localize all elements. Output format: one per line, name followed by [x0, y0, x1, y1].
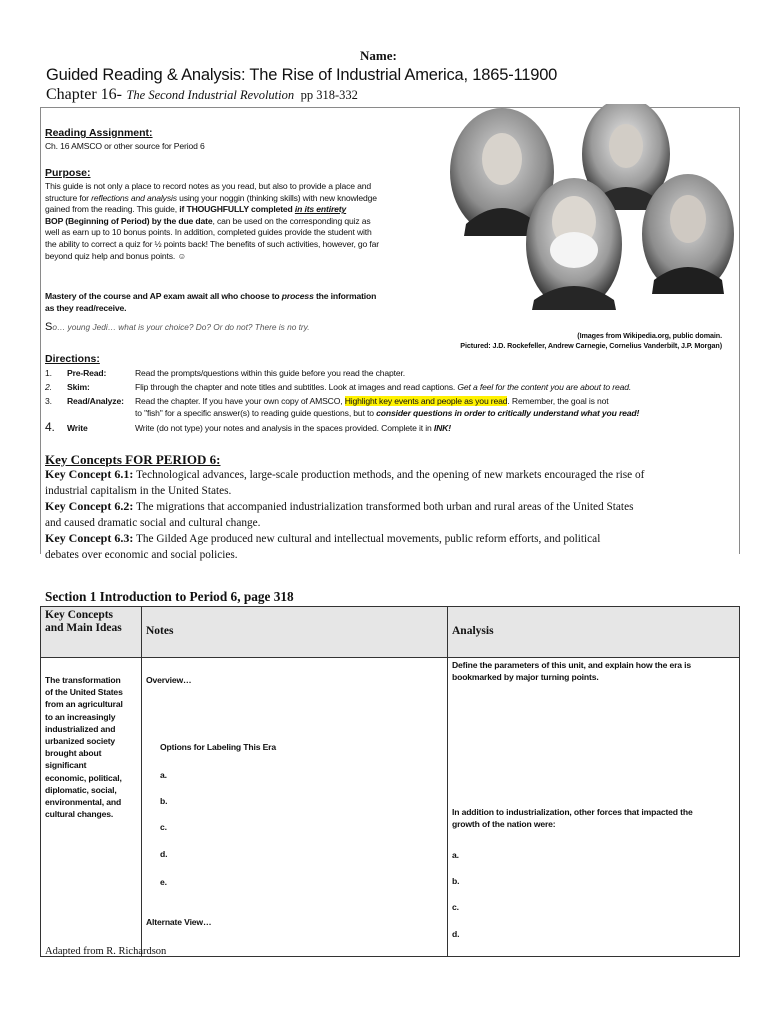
section-title: Section 1 Introduction to Period 6, page 318	[45, 589, 294, 604]
overview-label: Overview…	[146, 675, 192, 685]
table-header-row	[41, 607, 740, 658]
direction-item: 3. Read/Analyze: Read the chapter. If you have your own copy of AMSCO, Highlight key events and people as you read. Remember, the goal is not	[45, 396, 609, 406]
key-concept-6-1: Key Concept 6.1: Technological advances, large-scale production methods, and the opening of new markets encouraged the rise of	[45, 467, 645, 481]
options-label: Options for Labeling This Era	[160, 742, 276, 752]
jedi-quote: So… young Jedi… what is your choice? Do? Or do not? There is no try.	[45, 321, 310, 333]
analysis-b: b.	[452, 876, 460, 886]
option-b: b.	[160, 796, 168, 806]
tycoons-photo-collage	[448, 104, 736, 326]
name-label: Name:	[360, 48, 397, 63]
key-concepts-heading: Key Concepts FOR PERIOD 6:	[45, 452, 221, 467]
option-d: d.	[160, 849, 168, 859]
photo-caption: (Images from Wikipedia.org, public domain. Pictured: J.D. Rockefeller, Andrew Carnegie, Cornelius Vanderbilt, J.P. Morgan)	[460, 331, 722, 350]
purpose-line: structure for reflections and analysis using your noggin (thinking skills) with new knowledge	[45, 192, 377, 203]
key-concept-6-3: Key Concept 6.3: The Gilded Age produced new cultural and intellectual movements, public reform efforts, and political	[45, 531, 601, 546]
analysis-c: c.	[452, 902, 459, 912]
chapter-subtitle: The Second Industrial Revolution	[126, 88, 295, 102]
directions-heading: Directions:	[45, 353, 100, 365]
direction-item-continued: to "fish" for a specific answer(s) to reading guide questions, but to consider questions in order to critically understand what you read!	[135, 408, 640, 418]
highlighted-text: Highlight key events and people as you read	[344, 396, 508, 406]
document-title: Guided Reading & Analysis: The Rise of Industrial America, 1865-11900	[46, 66, 558, 84]
analysis-d: d.	[452, 929, 460, 939]
key-concept-line: and caused dramatic social and cultural change.	[45, 516, 261, 529]
main-idea-cell: The transformation of the United States from an agricultural to an increasingly industrialized and urbanized society brought about significant economic, political, diplomatic, social, environmental, and cultural changes.	[41, 658, 142, 957]
key-concepts-list	[45, 467, 644, 564]
key-concept-line: debates over economic and social policies.	[45, 548, 238, 561]
chapter-prefix: Chapter 16-	[46, 86, 122, 103]
purpose-line: well as earn up to 10 bonus points. In addition, completed guides provide the student with	[45, 227, 372, 238]
mastery-text: Mastery of the course and AP exam await all who choose to process the information as they read/receive.	[45, 291, 377, 313]
direction-item: 1. Pre-Read: Read the prompts/questions within this guide before you read the chapter.	[45, 368, 405, 378]
table-row	[41, 658, 740, 957]
directions-list	[45, 368, 639, 436]
key-concept-line: industrial capitalism in the United States.	[45, 484, 232, 497]
chapter-pages: pp 318-332	[300, 88, 358, 102]
header-notes: Notes	[142, 607, 448, 658]
portrait-collage-image	[448, 104, 736, 326]
direction-item: 4. Write Write (do not type) your notes and analysis in the spaces provided. Complete it in INK!	[45, 420, 451, 434]
header-analysis: Analysis	[448, 607, 740, 658]
analysis-question-1: Define the parameters of this unit, and explain how the era is bookmarked by major turning points.	[452, 660, 692, 682]
footer-credit: Adapted from R. Richardson	[45, 946, 167, 957]
analysis-a: a.	[452, 850, 459, 860]
analysis-cell[interactable]	[448, 658, 740, 957]
option-c: c.	[160, 822, 167, 832]
notes-table	[40, 606, 740, 957]
reading-text: Ch. 16 AMSCO or other source for Period 6	[45, 141, 205, 151]
analysis-question-2: In addition to industrialization, other forces that impacted the growth of the nation were:	[452, 807, 693, 829]
purpose-line: This guide is not only a place to record notes as you read, but also to provide a place and	[45, 181, 372, 191]
reading-heading: Reading Assignment:	[45, 127, 153, 139]
purpose-text	[45, 181, 430, 262]
direction-item: 2. Skim: Flip through the chapter and note titles and subtitles. Look at images and read captions. Get a feel for the content you are about to read.	[45, 382, 632, 392]
alternate-view-label: Alternate View…	[146, 917, 212, 927]
option-a: a.	[160, 770, 167, 780]
notes-cell[interactable]	[142, 658, 448, 957]
header-key-concepts: Key Concepts and Main Ideas	[41, 607, 142, 658]
purpose-heading: Purpose:	[45, 167, 91, 179]
purpose-line: gained from the reading. This guide, if THOUGHFULLY completed in its entirety	[45, 204, 347, 215]
chapter-line	[46, 86, 358, 104]
key-concept-6-2: Key Concept 6.2: The migrations that accompanied industrialization transformed both urban and rural areas of the United States	[45, 499, 634, 514]
option-e: e.	[160, 877, 167, 887]
purpose-line: the ability to correct a quiz for ½ points back! The benefits of such activities, however, go far	[45, 238, 379, 249]
purpose-line: beyond quiz help and bonus points. ☺	[45, 250, 186, 261]
purpose-line: BOP (Beginning of Period) by the due date, can be used on the corresponding quiz as	[45, 215, 371, 226]
